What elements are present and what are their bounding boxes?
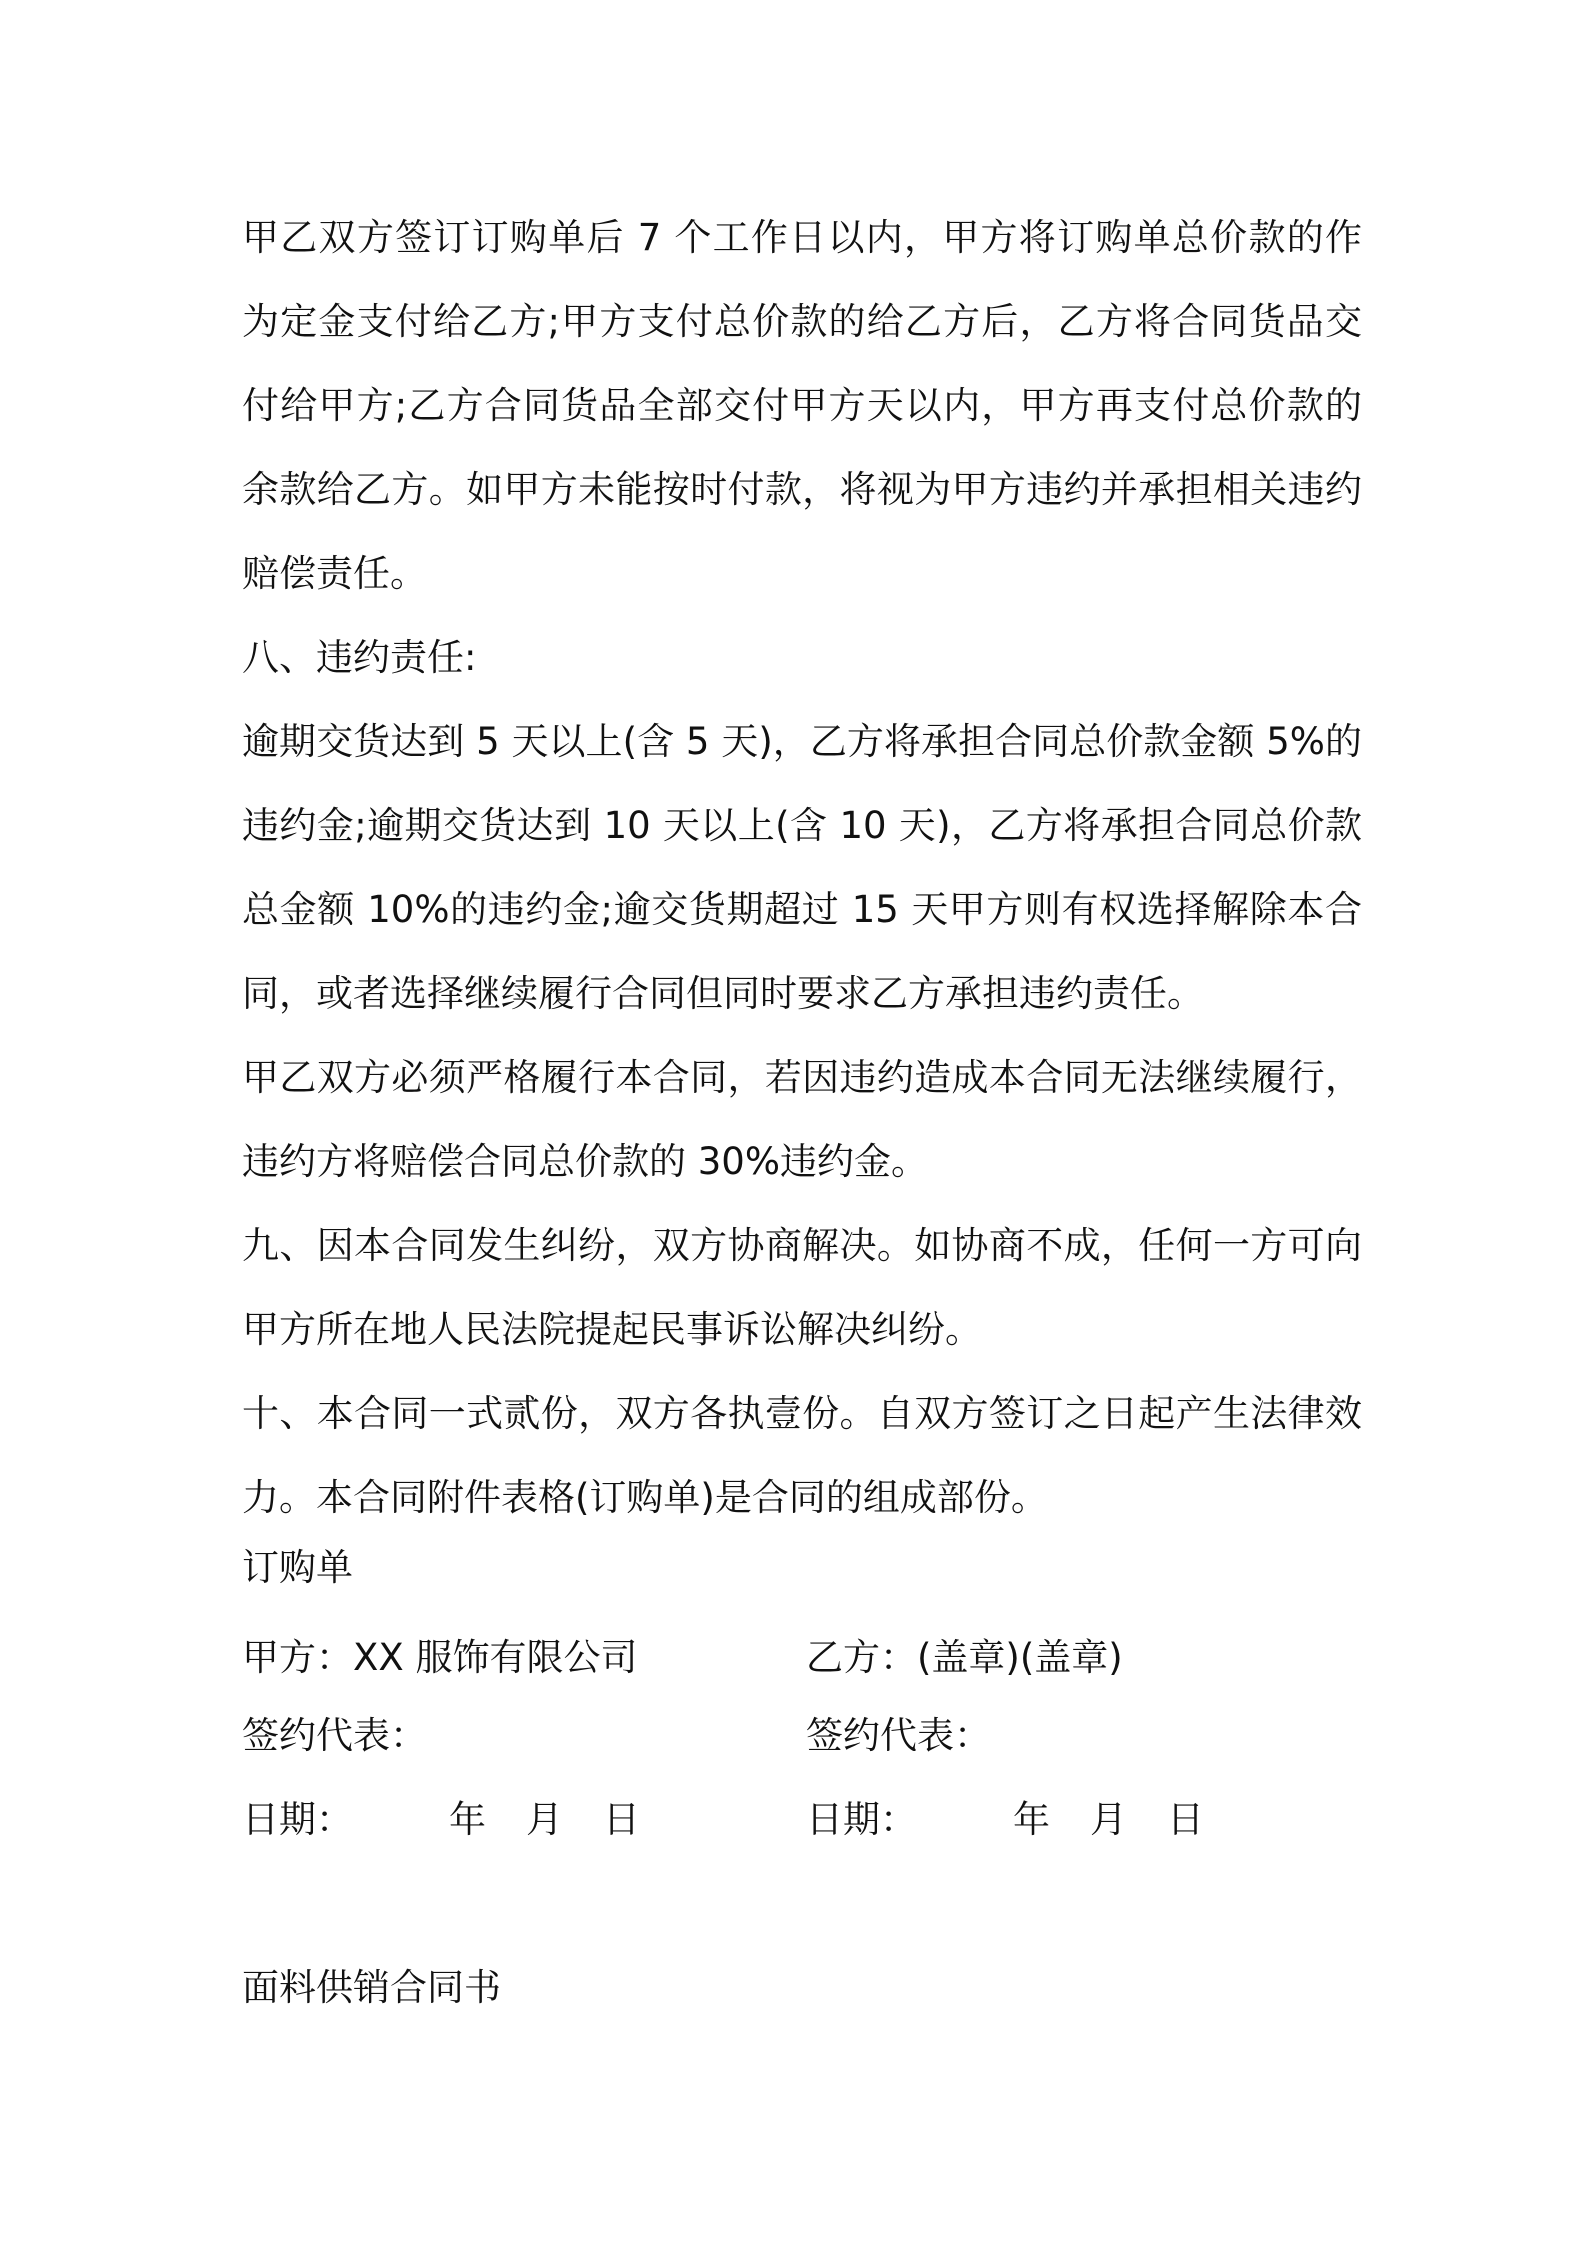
late-delivery-clause: 逾期交货达到 5 天以上(含 5 天)，乙方将承担合同总价款金额 5%的违约金;逾期交货达到 10 天以上(含 10 天)，乙方将承担合同总价款总金额 10%的违约金;逾交货期超过 15 天甲方则有权选择解除本合同，或者选择继续履行合同但同时要求乙方承担违约责任。 [242,720,1362,1015]
strict-performance-clause: 甲乙双方必须严格履行本合同，若因违约造成本合同无法继续履行，违约方将赔偿合同总价款的 30%违约金。 [242,1056,1362,1183]
date-year: 年 [1013,1798,1050,1841]
payment-clause: 甲乙双方签订订购单后 7 个工作日以内，甲方将订购单总价款的作为定金支付给乙方;甲方支付总价款的给乙方后，乙方将合同货品交付给甲方;乙方合同货品全部交付甲方天以内，甲方再支付总价款的余款给乙方。如甲方未能按时付款，将视为甲方违约并承担相关违约赔偿责任。 [242,216,1362,595]
party-a-name: 甲方：XX 服饰有限公司 [242,1636,638,1679]
breach-heading: 八、违约责任: [242,636,477,679]
date-day: 日 [603,1798,640,1841]
date-day: 日 [1167,1798,1204,1841]
date-label: 日期： [806,1798,917,1841]
party-a-date [242,1790,640,1850]
party-b-name: 乙方：(盖章)(盖章) [806,1636,1123,1679]
party-a-representative: 签约代表： [242,1714,427,1757]
date-month: 月 [1090,1798,1127,1841]
dispute-clause: 九、因本合同发生纠纷，双方协商解决。如协商不成，任何一方可向甲方所在地人民法院提起民事诉讼解决纠纷。 [242,1224,1362,1351]
order-form-title: 订购单 [242,1546,353,1589]
date-year: 年 [449,1798,486,1841]
contract-body [242,196,1362,1540]
date-month: 月 [526,1798,563,1841]
next-contract-title: 面料供销合同书 [242,1966,501,2009]
copies-clause: 十、本合同一式贰份，双方各执壹份。自双方签订之日起产生法律效力。本合同附件表格(订购单)是合同的组成部份。 [242,1392,1362,1519]
date-label: 日期： [242,1798,353,1841]
party-b-date [806,1790,1204,1850]
party-b-representative: 签约代表： [806,1714,991,1757]
